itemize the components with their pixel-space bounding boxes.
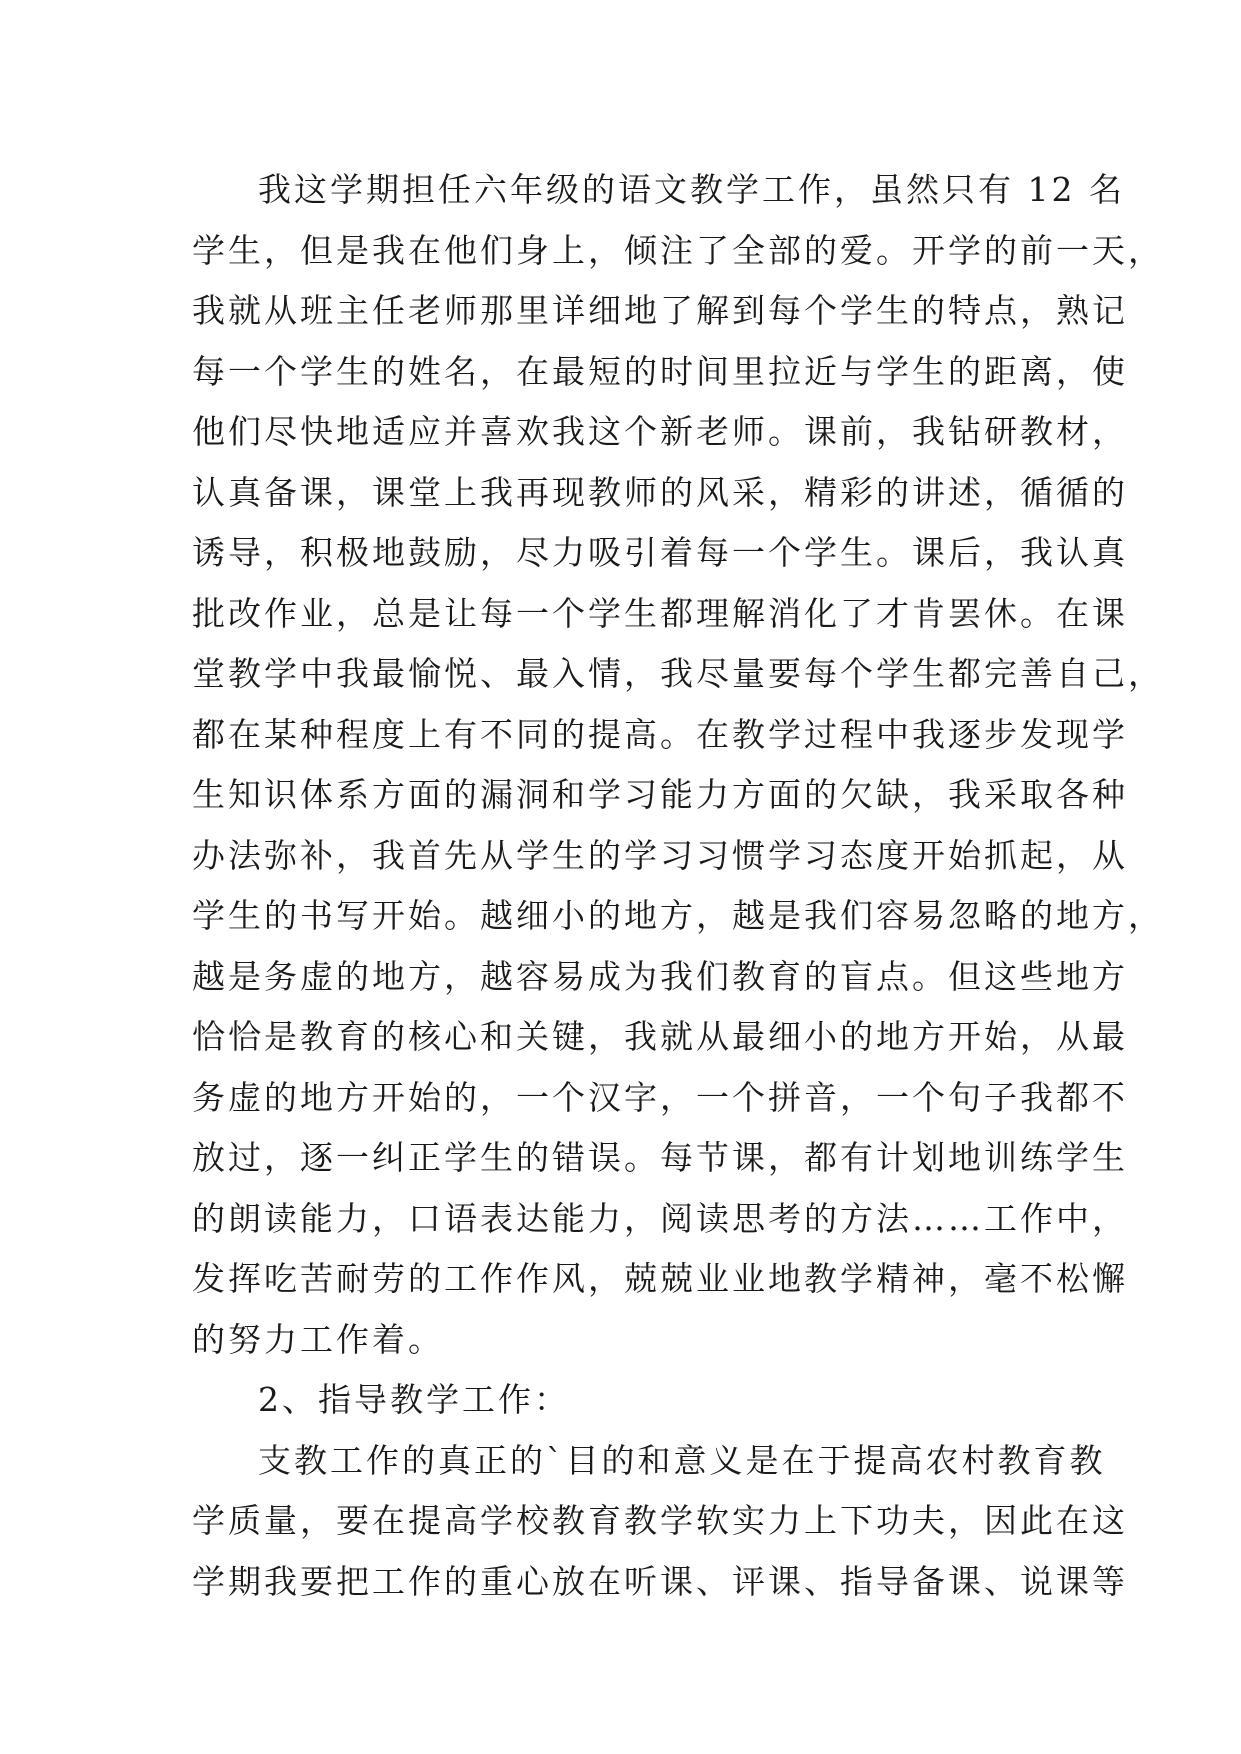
text-line: 发挥吃苦耐劳的工作作风，兢兢业业地教学精神，毫不松懈 <box>192 1259 1128 1298</box>
text-line: 生知识体系方面的漏洞和学习能力方面的欠缺，我采取各种 <box>192 775 1128 814</box>
text-line: 的努力工作着。 <box>192 1319 444 1359</box>
text-line: 我这学期担任六年级的语文教学工作，虽然只有 12 名 <box>258 170 1125 209</box>
text-line: 越是务虚的地方，越容易成为我们教育的盲点。但这些地方 <box>192 956 1128 996</box>
text-line: 学期我要把工作的重心放在听课、评课、指导备课、说课等 <box>192 1561 1128 1601</box>
paragraph-1 <box>192 160 1164 1370</box>
text-line: 恰恰是教育的核心和关键，我就从最细小的地方开始，从最 <box>192 1017 1128 1056</box>
text-line: 认真备课，课堂上我再现教师的风采，精彩的讲述，循循的 <box>192 472 1128 512</box>
text-line: 放过，逐一纠正学生的错误。每节课，都有计划地训练学生 <box>192 1138 1128 1177</box>
text-line: 都在某种程度上有不同的提高。在教学过程中我逐步发现学 <box>192 714 1128 754</box>
section-heading: 2、指导教学工作： <box>258 1380 570 1419</box>
text-line: 他们尽快地适应并喜欢我这个新老师。课前，我钻研教材， <box>192 412 1128 451</box>
text-line: 诱导，积极地鼓励，尽力吸引着每一个学生。课后，我认真 <box>192 533 1128 572</box>
text-line: 批改作业，总是让每一个学生都理解消化了才肯罢休。在课 <box>192 593 1128 633</box>
text-line: 学质量，要在提高学校教育教学软实力上下功夫，因此在这 <box>192 1501 1128 1540</box>
text-line: 办法弥补，我首先从学生的学习习惯学习态度开始抓起，从 <box>192 835 1128 875</box>
text-line: 务虚的地方开始的，一个汉字，一个拼音，一个句子我都不 <box>192 1077 1128 1117</box>
text-line: 支教工作的真正的`目的和意义是在于提高农村教育教 <box>258 1440 1106 1480</box>
text-line: 堂教学中我最愉悦、最入情，我尽量要每个学生都完善自己， <box>192 654 1164 693</box>
paragraph-2 <box>192 1431 1128 1613</box>
text-line: 我就从班主任老师那里详细地了解到每个学生的特点，熟记 <box>192 291 1128 330</box>
text-line: 学生，但是我在他们身上，倾注了全部的爱。开学的前一天， <box>192 230 1164 270</box>
text-line: 学生的书写开始。越细小的地方，越是我们容易忽略的地方， <box>192 896 1164 935</box>
text-line: 每一个学生的姓名，在最短的时间里拉近与学生的距离，使 <box>192 351 1128 391</box>
text-line: 的朗读能力，口语表达能力，阅读思考的方法……工作中， <box>192 1198 1128 1238</box>
document-body <box>192 160 1164 1612</box>
